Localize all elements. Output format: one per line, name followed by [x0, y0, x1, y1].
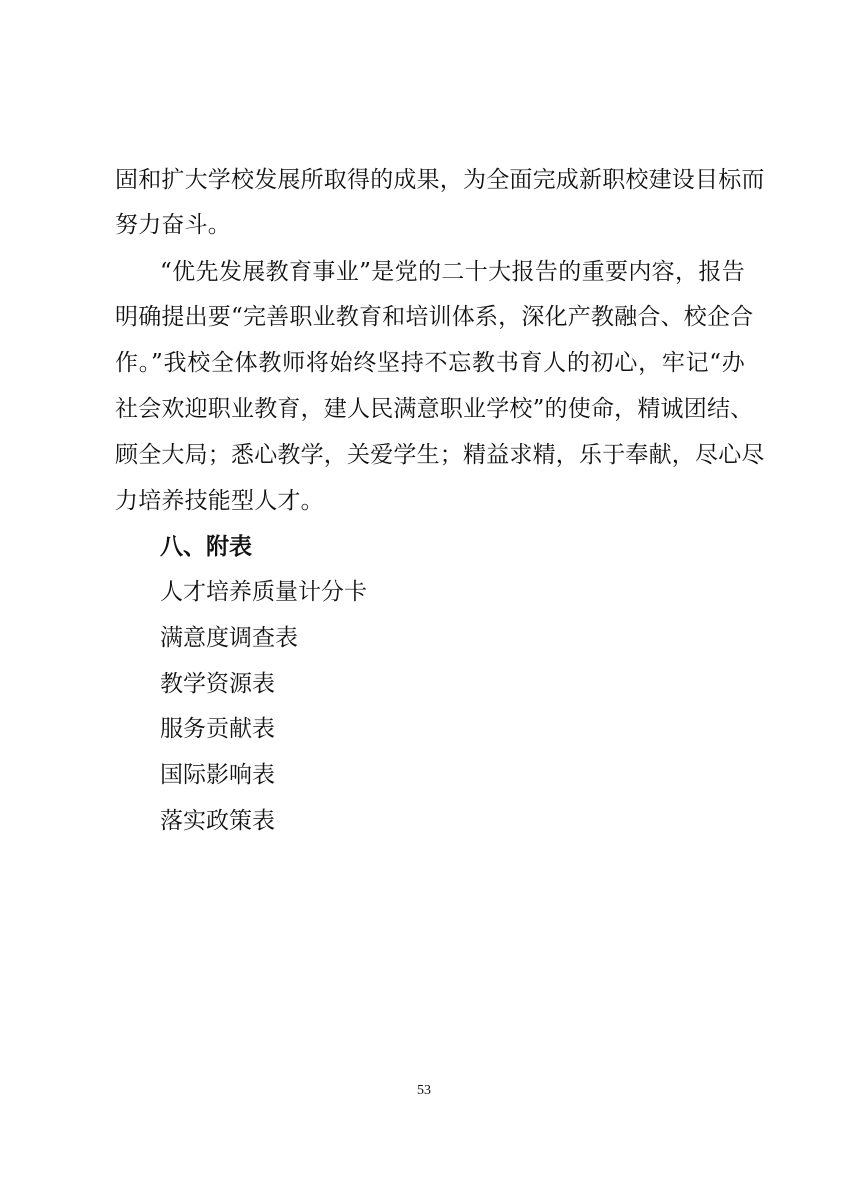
attachment-item: 教学资源表	[160, 671, 275, 697]
attachment-item: 服务贡献表	[160, 716, 275, 742]
page-number: 53	[417, 1083, 431, 1098]
paragraph-line: 顾全大局；悉心教学，关爱学生；精益求精，乐于奉献，尽心尽	[115, 442, 765, 468]
attachment-item: 落实政策表	[160, 808, 275, 834]
attachment-item: 满意度调查表	[160, 625, 298, 651]
paragraph-line: 社会欢迎职业教育，建人民满意职业学校”的使命，精诚团结、	[115, 396, 754, 422]
paragraph-line: 作。”我校全体教师将始终坚持不忘教书育人的初心，牢记“办	[115, 350, 745, 376]
attachment-item: 人才培养质量计分卡	[160, 579, 367, 605]
attachment-item: 国际影响表	[160, 762, 275, 788]
section-heading: 八、附表	[160, 534, 252, 560]
paragraph-line: 明确提出要“完善职业教育和培训体系，深化产教融合、校企合	[115, 304, 754, 330]
paragraph-line: 力培养技能型人才。	[115, 488, 324, 514]
paragraph-line: 努力奋斗。	[115, 212, 231, 238]
paragraph-line: 固和扩大学校发展所取得的成果，为全面完成新职校建设目标而	[115, 167, 765, 193]
paragraph-line: “优先发展教育事业”是党的二十大报告的重要内容，报告	[160, 259, 745, 285]
